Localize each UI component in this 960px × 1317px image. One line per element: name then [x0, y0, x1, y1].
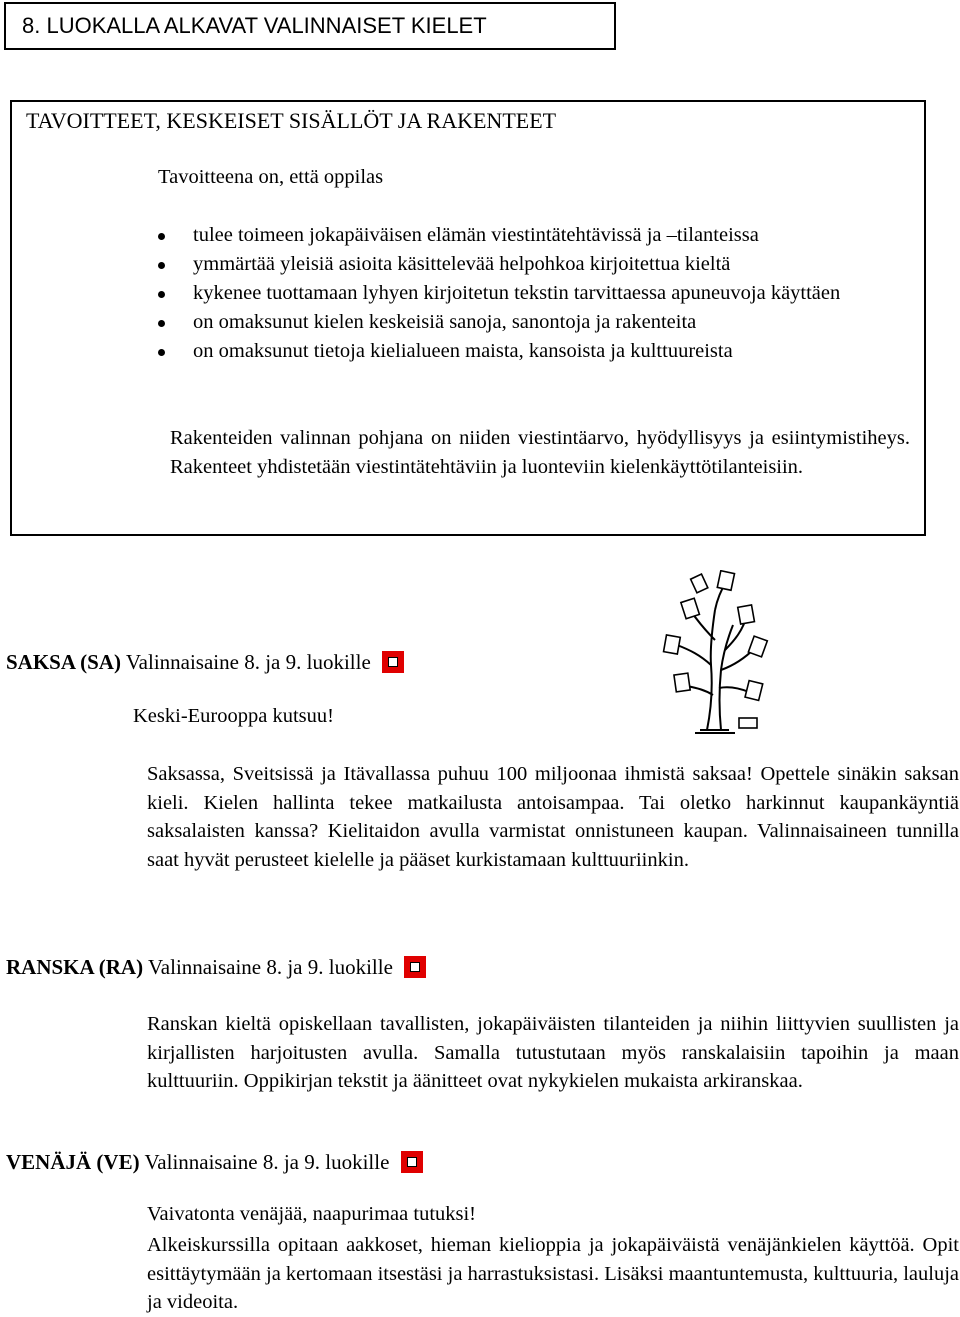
bullet-icon	[158, 262, 165, 269]
venaja-paragraph: Alkeiskurssilla opitaan aakkoset, hieman kielioppia ja jokapäiväistä venäjänkielen käyttöä. Opit esittäytymään ja kertomaan itsestäsi ja harrastuksistasi. Lisäksi maantuntemusta, kulttuuria, lauluja ja videoita.	[147, 1234, 959, 1313]
goal-text: ymmärtää yleisiä asioita käsittelevää helpohkoa kirjoitettua kieltä	[193, 253, 731, 275]
red-square-icon	[401, 1151, 423, 1173]
red-square-icon	[382, 651, 404, 673]
course-name: RANSKA (RA)	[6, 955, 144, 979]
goals-heading: TAVOITTEET, KESKEISET SISÄLLÖT JA RAKENTEET	[26, 108, 557, 133]
saksa-header	[6, 650, 404, 675]
goal-text: tulee toimeen jokapäiväisen elämän viestintätehtävissä ja –tilanteissa	[193, 224, 759, 246]
page-title: 8. LUOKALLA ALKAVAT VALINNAISET KIELET	[4, 2, 616, 50]
venaja-header	[6, 1150, 423, 1175]
list-item	[158, 221, 878, 250]
goal-text: on omaksunut kielen keskeisiä sanoja, sanontoja ja rakenteita	[193, 311, 697, 333]
ranska-header	[6, 955, 426, 980]
course-grade: Valinnaisaine 8. ja 9. luokille	[125, 650, 371, 674]
goal-text: on omaksunut tietoja kielialueen maista, kansoista ja kulttuureista	[193, 340, 733, 362]
goal-text: kykenee tuottamaan lyhyen kirjoitetun tekstin tarvittaessa apuneuvoja käyttäen	[193, 282, 841, 304]
book-tree-illustration	[655, 570, 775, 735]
list-item	[158, 250, 878, 279]
course-name: SAKSA (SA)	[6, 650, 121, 674]
bullet-icon	[158, 349, 165, 356]
course-name: VENÄJÄ (VE)	[6, 1150, 140, 1174]
course-grade: Valinnaisaine 8. ja 9. luokille	[147, 955, 393, 979]
bullet-icon	[158, 320, 165, 327]
red-square-icon	[404, 956, 426, 978]
list-item	[158, 308, 878, 337]
list-item	[158, 279, 878, 308]
bullet-icon	[158, 291, 165, 298]
goals-intro: Tavoitteena on, että oppilas	[158, 166, 384, 188]
structures-paragraph: Rakenteiden valinnan pohjana on niiden viestintäarvo, hyödyllisyys ja esiintymistiheys. Rakenteet yhdistetään viestintätehtäviin ja luonteviin kielenkäyttötilanteisiin.	[170, 427, 910, 478]
course-grade: Valinnaisaine 8. ja 9. luokille	[144, 1150, 390, 1174]
saksa-slogan: Keski-Eurooppa kutsuu!	[133, 705, 334, 727]
venaja-slogan: Vaivatonta venäjää, naapurimaa tutuksi!	[147, 1203, 477, 1225]
ranska-paragraph: Ranskan kieltä opiskellaan tavallisten, jokapäiväisten tilanteiden ja niihin liittyvien suullisten ja kirjallisten harjoitusten avulla. Samalla tutustutaan myös ranskalaisiin tapoihin ja maan kulttuuriin. Oppikirjan tekstit ja äänitteet ovat nykykielen mukaista arkiranskaa.	[147, 1013, 959, 1092]
saksa-paragraph: Saksassa, Sveitsissä ja Itävallassa puhuu 100 miljoonaa ihmistä saksaa! Opettele sinäkin saksan kieli. Kielen hallinta tekee matkailusta antoisampaa. Tai oletko harkinnut kaupankäyntiä saksalaisten kanssa? Kielitaidon avulla varmistat onnistuneen kaupan. Valinnaisaineen tunnilla saat hyvät perusteet kielelle ja pääset kurkistamaan kulttuuriinkin.	[147, 763, 959, 871]
list-item	[158, 337, 878, 366]
bullet-icon	[158, 233, 165, 240]
goals-list	[158, 221, 878, 366]
